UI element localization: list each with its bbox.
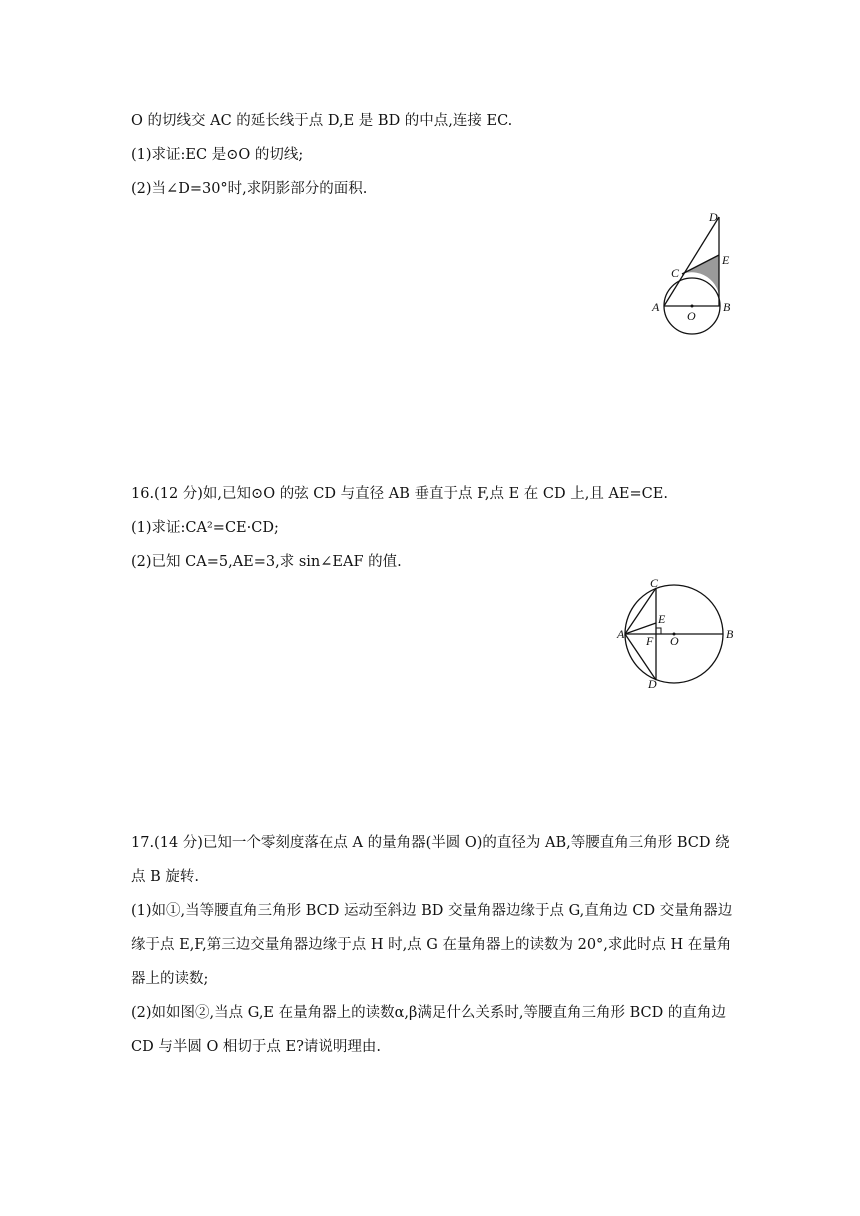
figure-16 <box>614 575 744 690</box>
label-a: A <box>617 627 625 641</box>
p15-part2: (2)当∠D=30°时,求阴影部分的面积. <box>131 181 368 197</box>
line-ae <box>625 623 656 634</box>
label-a: A <box>652 300 660 314</box>
p17-part1-line3: 器上的读数; <box>131 971 209 987</box>
p16-part2: (2)已知 CA=5,AE=3,求 sin∠EAF 的值. <box>131 554 402 570</box>
p17-part2-line1: (2)如如图②,当点 G,E 在量角器上的读数α,β满足什么关系时,等腰直角三角形 BCD 的直角边 <box>131 1005 726 1021</box>
label-b: B <box>723 300 731 314</box>
p16-part1: (1)求证:CA²=CE·CD; <box>131 520 279 536</box>
label-e: E <box>658 612 666 626</box>
shaded-region <box>682 255 720 306</box>
label-b: B <box>726 627 734 641</box>
line-ac <box>625 588 656 634</box>
p15-part1: (1)求证:EC 是⊙O 的切线; <box>131 147 304 163</box>
label-d: D <box>648 677 657 690</box>
center-point <box>691 305 694 308</box>
right-angle-mark <box>656 628 661 634</box>
p15-line1: O 的切线交 AC 的延长线于点 D,E 是 BD 的中点,连接 EC. <box>131 113 513 129</box>
p17-stem-line1: 17.(14 分)已知一个零刻度落在点 A 的量角器(半圆 O)的直径为 AB,等腰直角三角形 BCD 绕 <box>131 835 730 851</box>
label-d: D <box>709 210 718 224</box>
p17-part2-line2: CD 与半圆 O 相切于点 E?请说明理由. <box>131 1039 382 1055</box>
p16-stem: 16.(12 分)如,已知⊙O 的弦 CD 与直径 AB 垂直于点 F,点 E 在 CD 上,且 AE=CE. <box>131 486 668 502</box>
p17-stem-line2: 点 B 旋转. <box>131 869 199 885</box>
label-f: F <box>646 634 654 648</box>
label-o: O <box>687 309 696 323</box>
p17-part1-line2: 缘于点 E,F,第三边交量角器边缘于点 H 时,点 G 在量角器上的读数为 20°,求此时点 H 在量角 <box>131 937 732 953</box>
label-e: E <box>722 253 730 267</box>
label-o: O <box>670 634 679 648</box>
p17-part1-line1: (1)如①,当等腰直角三角形 BCD 运动至斜边 BD 交量角器边缘于点 G,直角边 CD 交量角器边 <box>131 903 733 919</box>
label-c: C <box>650 576 659 590</box>
figure-15 <box>648 205 738 340</box>
label-c: C <box>671 266 680 280</box>
